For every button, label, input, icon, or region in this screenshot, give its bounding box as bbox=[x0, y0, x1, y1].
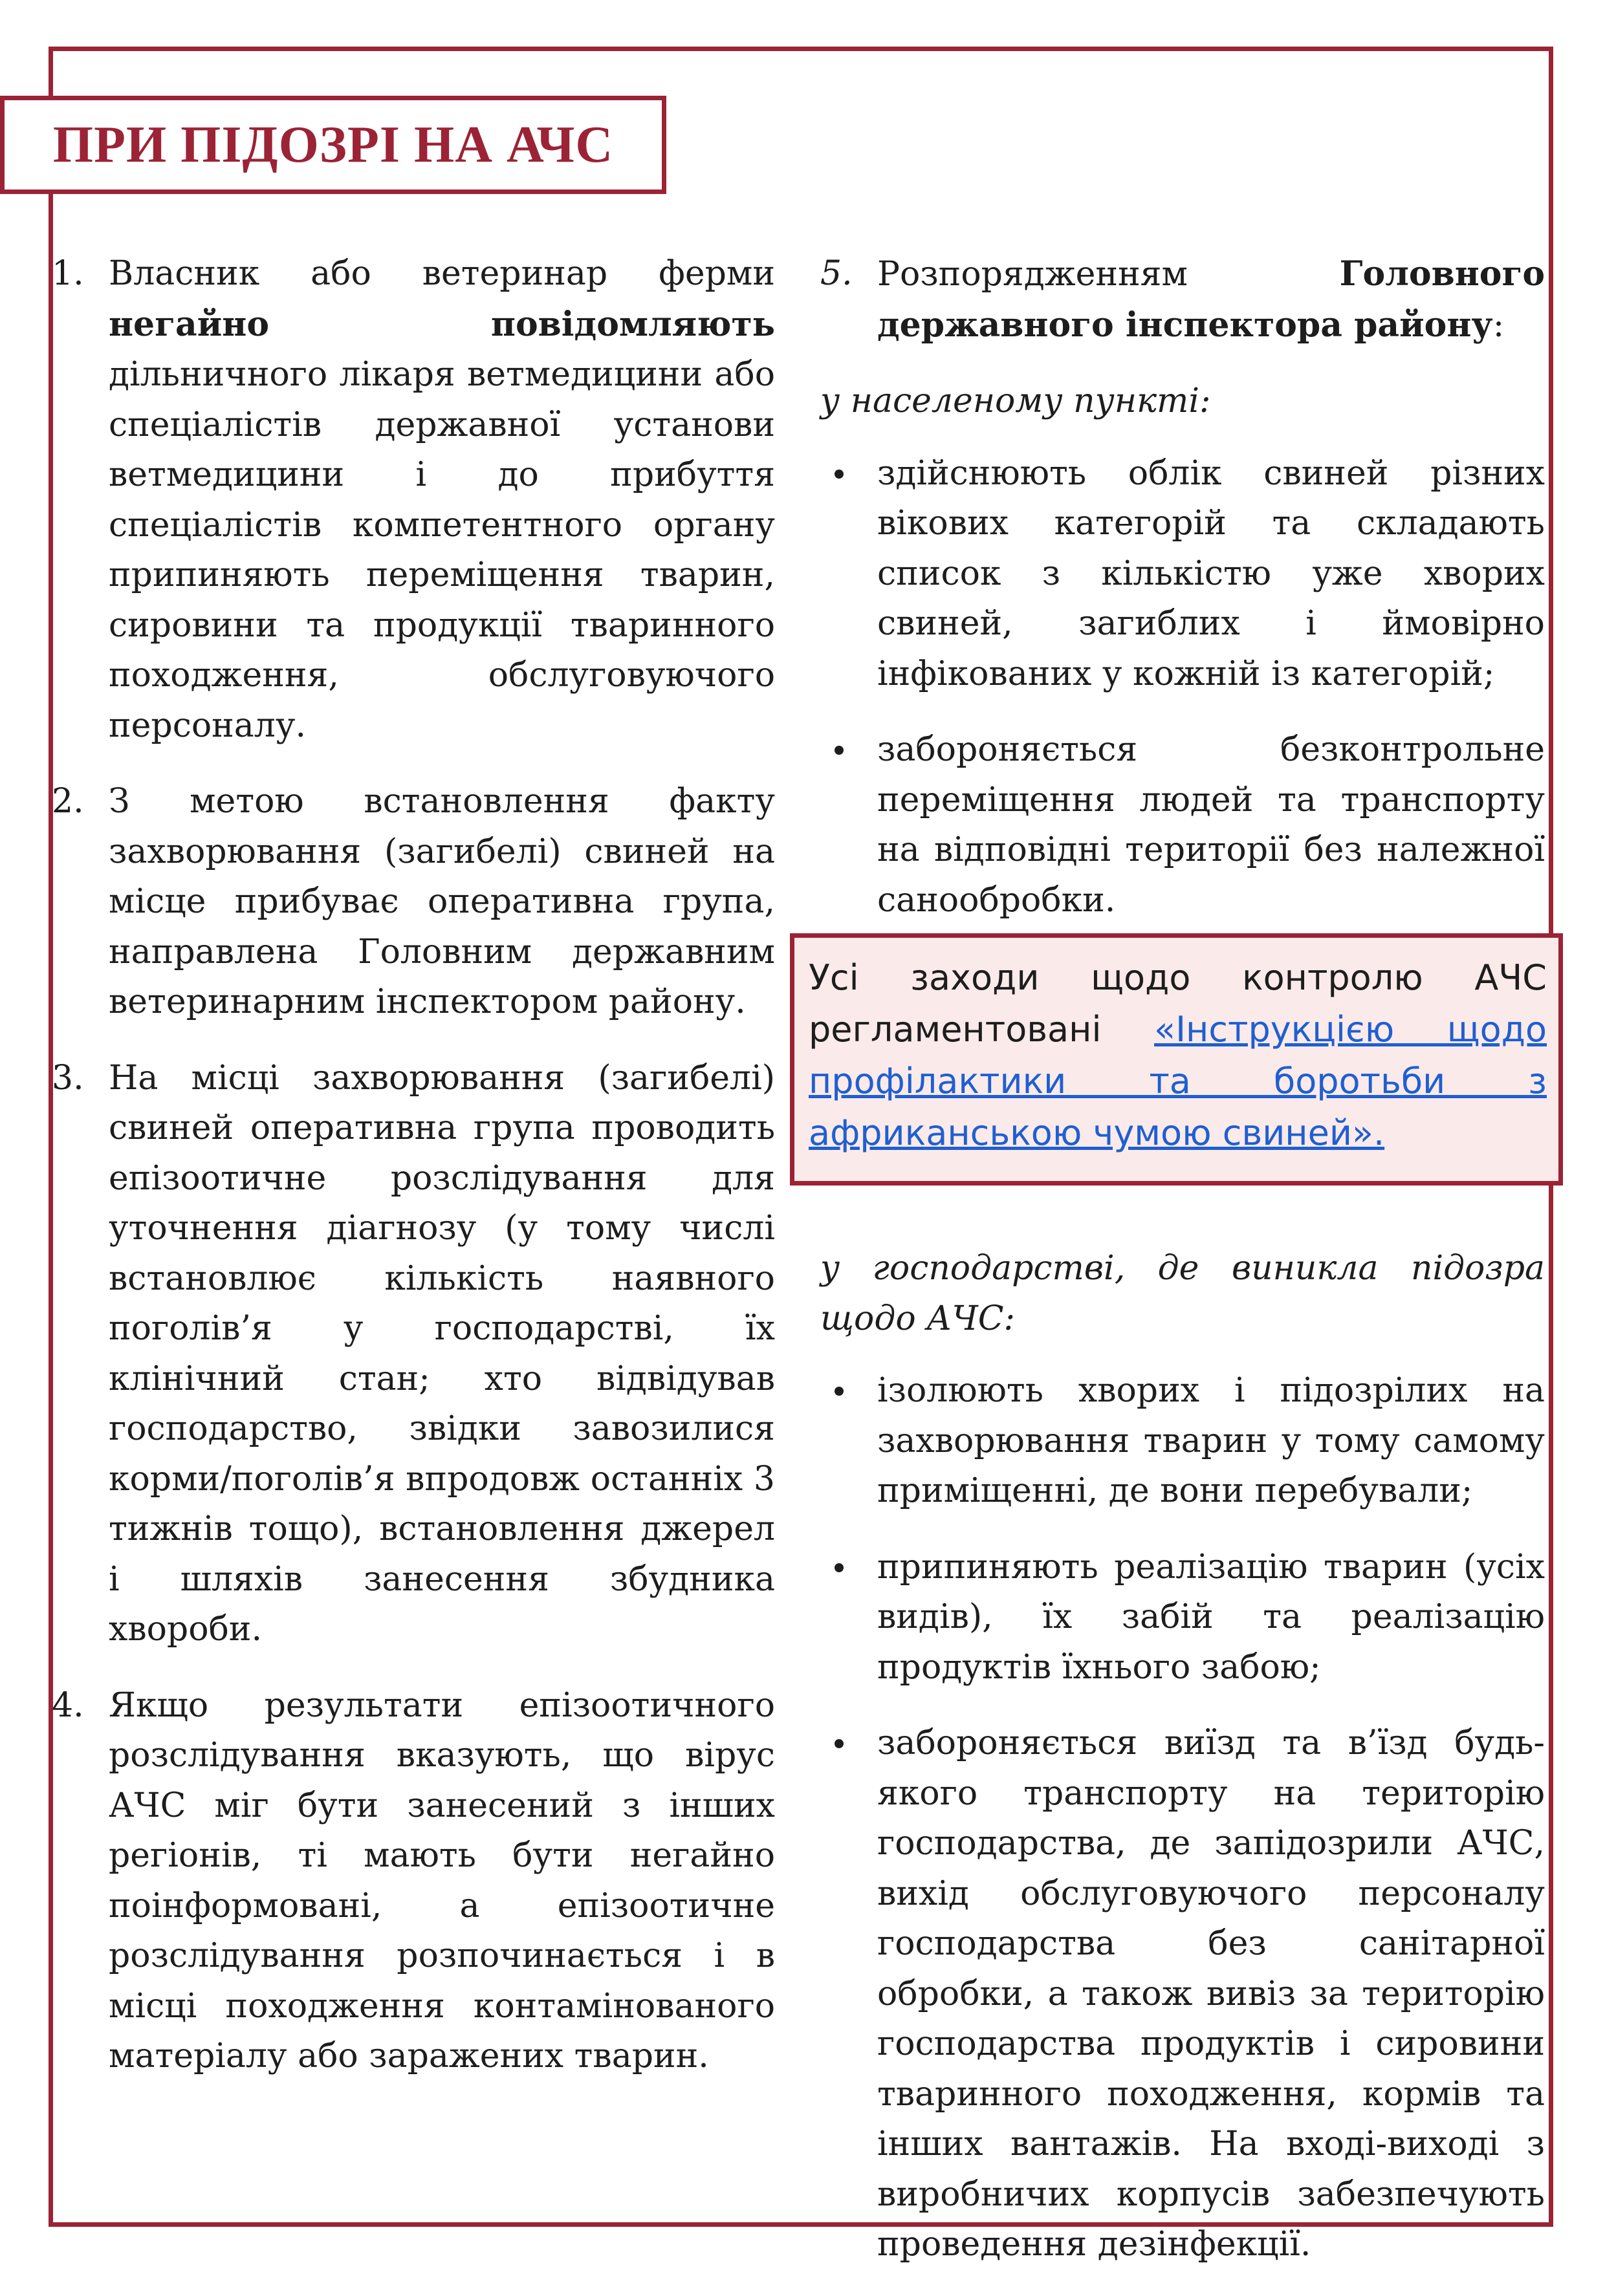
settlement-heading: у населеному пункті: bbox=[820, 382, 1211, 420]
bullet-text: забороняється безконтрольне переміщення людей та транспорту на відповідні території без належної санообробки. bbox=[877, 730, 1545, 920]
list-item-4 bbox=[52, 1681, 775, 2082]
item-number: 2. bbox=[52, 782, 84, 821]
item-text: дільничного лікаря ветмедицини або спеціалістів державної установи ветмедицини і до прибуття спеціалістів компетентного органу припиняють переміщення тварин, сировини та продукції тваринного походження, обслуговуючого персоналу. bbox=[109, 355, 775, 745]
item-text: Якщо результати епізоотичного розслідування вказують, що вірус АЧС міг бути занесений з інших регіонів, ті мають бути негайно поінформовані, а епізоотичне розслідування розпочинається і в місці походження контамінованого матеріалу або заражених тварин. bbox=[109, 1685, 775, 2075]
item-text: : bbox=[1492, 305, 1505, 345]
title-box bbox=[0, 96, 666, 194]
list-item-5 bbox=[820, 249, 1545, 351]
bullet-text: забороняється виїзд та в’їзд будь-якого транспорту на територію господарства, де запідозрили АЧС, вихід обслуговуючого персоналу господарства без санітарної обробки, а також вивіз за територію господарства продуктів і сировини тваринного походження, кормів та інших вантажів. На вході-виході з виробничих корпусів забезпечують проведення дезінфекції. bbox=[877, 1724, 1545, 2264]
item-text: Розпорядженням bbox=[877, 255, 1340, 294]
right-column bbox=[820, 249, 1545, 2296]
instruction-note-box bbox=[790, 933, 1563, 1186]
item-text: На місці захворювання (загибелі) свиней оперативна група проводить епізоотичне розслідування для уточнення діагнозу (у тому числі встановлює кількість наявного поголів’я у господарстві, їх клінічний стан; хто відвідував господарство, звідки завозилися корми/поголів’я впродовж останніх 3 тижнів тощо), встановлення джерел і шляхів занесення збудника хвороби. bbox=[109, 1058, 775, 1649]
farm-bullet bbox=[820, 1718, 1545, 2270]
bullet-dot-icon bbox=[835, 1563, 844, 1572]
note-text: Усі заходи щодо контролю АЧС регламентовані bbox=[809, 957, 1547, 1050]
bullet-dot-icon bbox=[835, 470, 844, 479]
instruction-link[interactable]: «Інструкцією щодо профілактики та боротьби з африканською чумою свиней». bbox=[809, 1009, 1547, 1153]
item-text: З метою встановлення факту захворювання (загибелі) свиней на місце прибуває оперативна група, направлена Головним державним ветеринарним інспектором району. bbox=[109, 782, 775, 1021]
settlement-bullet bbox=[820, 725, 1545, 926]
farm-bullet bbox=[820, 1543, 1545, 1693]
settlement-bullet bbox=[820, 449, 1545, 700]
farm-bullet bbox=[820, 1366, 1545, 1517]
bullet-dot-icon bbox=[835, 746, 844, 755]
bullet-dot-icon bbox=[835, 1387, 844, 1396]
item-bold-text: негайно повідомляють bbox=[109, 304, 775, 344]
bullet-text: ізолюють хворих і підозрілих на захворювання тварин у тому самому приміщенні, де вони перебували; bbox=[877, 1371, 1545, 1510]
item-bold-text: Головного державного інспектора району bbox=[877, 254, 1545, 345]
bullet-text: здійснюють облік свиней різних вікових категорій та складають список з кількістю уже хворих свиней, загиблих і ймовірно інфікованих у кожній із категорій; bbox=[877, 453, 1545, 693]
list-item-2 bbox=[52, 777, 775, 1028]
page-title: ПРИ ПІДОЗРІ НА АЧС bbox=[52, 116, 614, 173]
farm-heading: у господарстві, де виникла підозра щодо АЧС: bbox=[820, 1249, 1545, 1338]
left-column bbox=[52, 249, 775, 2108]
item-number: 3. bbox=[52, 1058, 84, 1098]
list-item-1 bbox=[52, 249, 775, 751]
item-number: 5. bbox=[820, 254, 853, 293]
item-number: 4. bbox=[52, 1685, 84, 1725]
bullet-dot-icon bbox=[835, 1739, 844, 1748]
item-number: 1. bbox=[52, 254, 84, 293]
bullet-text: припиняють реалізацію тварин (усіх видів), їх забій та реалізацію продуктів їхнього забою; bbox=[877, 1547, 1545, 1687]
item-text: Власник або ветеринар ферми bbox=[109, 254, 775, 293]
list-item-3 bbox=[52, 1054, 775, 1655]
